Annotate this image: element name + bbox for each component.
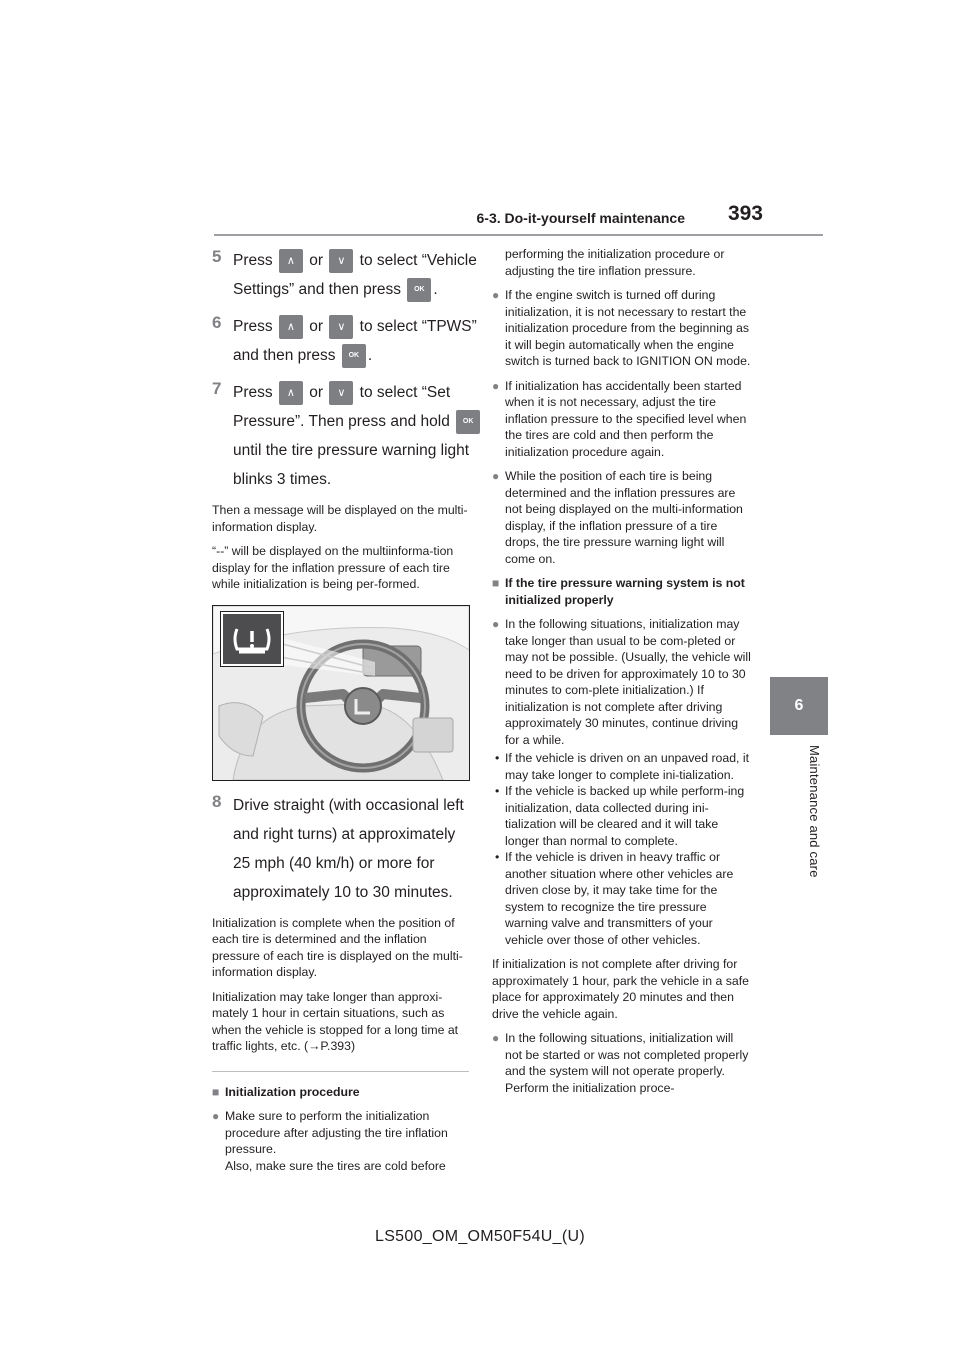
ok-button-icon: OK [342, 344, 366, 368]
step-line: until the tire pressure warning light [233, 442, 470, 459]
step-line: approximately 10 to 30 minutes. [233, 883, 453, 901]
chapter-tab: 6 [770, 677, 828, 735]
circle-bullet-icon: ● [212, 1109, 220, 1123]
bullet-item [492, 287, 752, 370]
bullet-item [212, 1108, 469, 1174]
section-divider [212, 1071, 469, 1072]
step-line: Drive straight (with occasional left [233, 796, 464, 814]
sub-bullet-item [492, 783, 752, 849]
step-line: 25 mph (40 km/h) or more for [233, 854, 435, 872]
step-8 [212, 791, 469, 907]
left-column [212, 246, 477, 1182]
down-button-icon: ∨ [329, 249, 353, 273]
dot-bullet-icon: • [495, 850, 500, 864]
bullet-text: In the following situations, initialization may take longer than usual to be com-pleted or may not be possible. (Usually, the vehicle will need to be driven for approximately 10 to 30 minutes to com-plete initialization.) If initialization is not complete after driving approximately 30 minutes, continue driving for a while. [505, 617, 751, 747]
paragraph: If initialization is not complete after driving for approximately 1 hour, park the vehicle in a safe place for approximately 20 minutes and then drive the vehicle again. [492, 957, 750, 1021]
bullet-text: If initialization has accidentally been started when it is not necessary, adjust the tire inflation pressure to the specified level when the tires are cold and then perform the initialization procedure again. [505, 378, 747, 459]
step-text: . [367, 347, 373, 364]
sub-bullet-item [492, 750, 752, 783]
step-text: Press [233, 252, 273, 269]
step-line [233, 312, 477, 341]
header-divider [214, 234, 823, 236]
down-button-icon: ∨ [329, 315, 353, 339]
bullet-item [492, 468, 752, 567]
step-text: and then press [233, 347, 336, 364]
step-text: Settings” and then press [233, 281, 402, 298]
step-text: to select “TPWS” [359, 318, 477, 335]
bullet-text: In the following situations, initialization will not be started or was not completed properly and the system will not operate properly. Perform the initialization proce- [505, 1031, 749, 1095]
step-line: blinks 3 times. [233, 471, 332, 488]
step-text: . [433, 281, 438, 298]
step-5 [212, 246, 477, 304]
ok-button-icon: OK [456, 410, 480, 434]
section-heading [212, 1084, 469, 1101]
paragraph: Initialization is complete when the position of each tire is determined and the inflation pressure of each tire is displayed on the multi-information display. [212, 915, 463, 979]
step-line [233, 246, 477, 275]
step-line [233, 378, 469, 407]
step-line [233, 407, 474, 436]
document-code: LS500_OM_OM50F54U_(U) [375, 1228, 585, 1245]
dot-bullet-icon: • [495, 784, 500, 798]
step-number: 5 [212, 247, 222, 266]
circle-bullet-icon: ● [492, 469, 500, 483]
page-number: 393 [727, 202, 763, 225]
section-heading [492, 575, 752, 608]
dashboard-illustration [212, 605, 470, 781]
down-button-icon: ∨ [329, 381, 353, 405]
paragraph: “--” will be displayed on the multiinforma-tion display for the inflation pressure of each tire while initialization is being per-formed. [212, 544, 454, 591]
circle-bullet-icon: ● [492, 1031, 500, 1045]
sub-bullet-text: If the vehicle is driven in heavy traffic or another situation where other vehicles are driven close by, it may take time for the system to recognize the tire pressure warning valve and transmitters of your vehicle over those of other vehicles. [505, 850, 734, 947]
section-title: 6-3. Do-it-yourself maintenance [476, 210, 685, 226]
bullet-text: If the engine switch is turned off during initialization, it is not necessary to restart the initialization procedure from the beginning as it will begin automatically when the engine switch is turned back to IGNITION ON mode. [505, 288, 751, 368]
step-text: Press [233, 384, 273, 401]
heading-text: If the tire pressure warning system is not initialized properly [505, 576, 745, 607]
paragraph-continued: performing the initialization procedure or adjusting the tire inflation pressure. [505, 247, 725, 278]
step-number: 8 [212, 791, 222, 811]
bullet-item [492, 378, 752, 461]
bullet-text: Make sure to perform the initialization procedure after adjusting the tire inflation pressure. [225, 1109, 448, 1156]
up-button-icon: ∧ [279, 315, 303, 339]
chapter-title: Maintenance and care [807, 745, 822, 878]
step-text: or [309, 384, 324, 401]
bullet-text: Also, make sure the tires are cold before [225, 1158, 446, 1173]
sub-bullet-text: If the vehicle is backed up while perform-ing initialization, data collected during ini-tialization will be cleared and it will take longer than normal to complete. [505, 784, 745, 848]
step-number: 7 [212, 379, 222, 398]
right-column [492, 246, 752, 1104]
step-line: and right turns) at approximately [233, 825, 456, 843]
step-text: or [309, 318, 324, 335]
step-text: to select “Vehicle [359, 252, 477, 269]
square-bullet-icon: ■ [212, 1084, 220, 1099]
sub-bullet-item [492, 849, 752, 948]
bullet-item [492, 616, 752, 748]
sub-bullet-text: If the vehicle is driven on an unpaved road, it may take longer to complete ini-tialization. [505, 751, 750, 782]
heading-text: Initialization procedure [225, 1084, 360, 1099]
up-button-icon: ∧ [279, 249, 303, 273]
bullet-text: While the position of each tire is being determined and the inflation pressures are not being displayed on the multi-information display, if the inflation pressure of a tire drops, the tire pressure warning light will come on. [505, 469, 743, 566]
step-text: Press [233, 318, 273, 335]
bullet-item [492, 1030, 752, 1096]
tire-pressure-warning-icon [221, 612, 283, 666]
step-line [233, 275, 469, 304]
ok-button-icon: OK [407, 278, 431, 302]
step-text: Pressure”. Then press and hold [233, 413, 450, 430]
paragraph: Initialization may take longer than approxi-mately 1 hour in certain situations, such as when the vehicle is stopped for a long time at traffic lights, etc. (→P.393) [212, 989, 459, 1053]
step-text: to select “Set [359, 384, 451, 401]
step-line [233, 341, 469, 370]
page-header [214, 202, 823, 238]
paragraph: Then a message will be displayed on the multi-information display. [212, 503, 468, 534]
step-text: or [309, 252, 324, 269]
tire-pressure-symbol [223, 614, 281, 664]
step-number: 6 [212, 313, 222, 332]
square-bullet-icon: ■ [492, 576, 500, 590]
step-7 [212, 378, 474, 494]
circle-bullet-icon: ● [492, 288, 500, 302]
step-6 [212, 312, 477, 370]
dot-bullet-icon: • [495, 751, 500, 765]
circle-bullet-icon: ● [492, 617, 500, 631]
circle-bullet-icon: ● [492, 378, 500, 393]
up-button-icon: ∧ [279, 381, 303, 405]
